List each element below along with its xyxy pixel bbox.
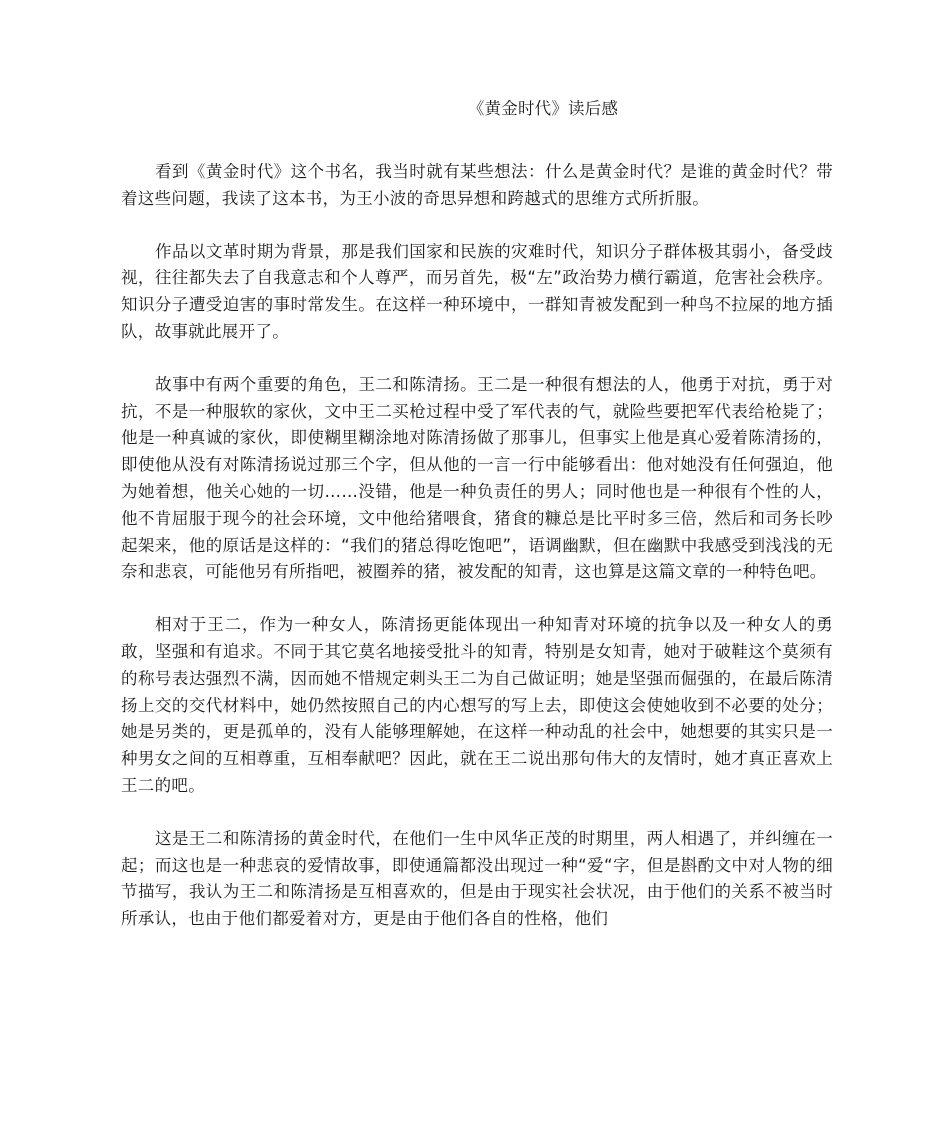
paragraph: 作品以文革时期为背景，那是我们国家和民族的灾难时代，知识分子群体极其弱小，备受歧视，往往都失去了自我意志和个人尊严，而另首先，极“左”政治势力横行霸道，危害社会秩序。知识分子遭受迫害的事时常发生。在这样一种环境中，一群知青被发配到一种鸟不拉屎的地方插队，故事就此展开了。 [121, 241, 833, 341]
paragraph: 相对于王二，作为一种女人，陈清扬更能体现出一种知青对环境的抗争以及一种女人的勇敢，坚强和有追求。不同于其它莫名地接受批斗的知青，特别是女知青，她对于破鞋这个莫须有的称号表达强烈不满，因而她不惜规定刺头王二为自己做证明；她是坚强而倔强的，在最后陈清扬上交的交代材料中，她仍然按照自己的内心想写的写上去，即使这会使她收到不必要的处分；她是另类的，更是孤单的，没有人能够理解她，在这样一种动乱的社会中，她想要的其实只是一种男女之间的互相尊重，互相奉献吧？因此，就在王二说出那句伟大的友情时，她才真正喜欢上王二的吧。 [121, 615, 833, 795]
document-title: 《黄金时代》读后感 [467, 99, 619, 118]
document-body [121, 159, 833, 959]
paragraph: 故事中有两个重要的角色，王二和陈清扬。王二是一种很有想法的人，他勇于对抗，勇于对抗，不是一种服软的家伙，文中王二买枪过程中受了军代表的气，就险些要把军代表给枪毙了；他是一种真诚的家伙，即使糊里糊涂地对陈清扬做了那事儿，但事实上他是真心爱着陈清扬的，即使他从没有对陈清扬说过那三个字，但从他的一言一行中能够看出：他对她没有任何强迫，他为她着想，他关心她的一切……没错，他是一种负责任的男人；同时他也是一种很有个性的人，他不肯屈服于现今的社会环境，文中他给猪喂食，猪食的糠总是比平时多三倍，然后和司务长吵起架来，他的原话是这样的：“我们的猪总得吃饱吧”，语调幽默，但在幽默中我感受到浅浅的无奈和悲哀，可能他另有所指吧，被圈养的猪，被发配的知青，这也算是这篇文章的一种特色吧。 [121, 374, 833, 582]
paragraph: 这是王二和陈清扬的黄金时代，在他们一生中风华正茂的时期里，两人相遇了，并纠缠在一起；而这也是一种悲哀的爱情故事，即使通篇都没出现过一种“爱“字，但是斟酌文中对人物的细节描写，我认为王二和陈清扬是互相喜欢的，但是由于现实社会状况，由于他们的关系不被当时所承认，也由于他们都爱着对方，更是由于他们各自的性格，他们 [121, 828, 833, 929]
paragraph: 看到《黄金时代》这个书名，我当时就有某些想法：什么是黄金时代？是谁的黄金时代？带着这些问题，我读了这本书，为王小波的奇思异想和跨越式的思维方式所折服。 [121, 162, 833, 208]
